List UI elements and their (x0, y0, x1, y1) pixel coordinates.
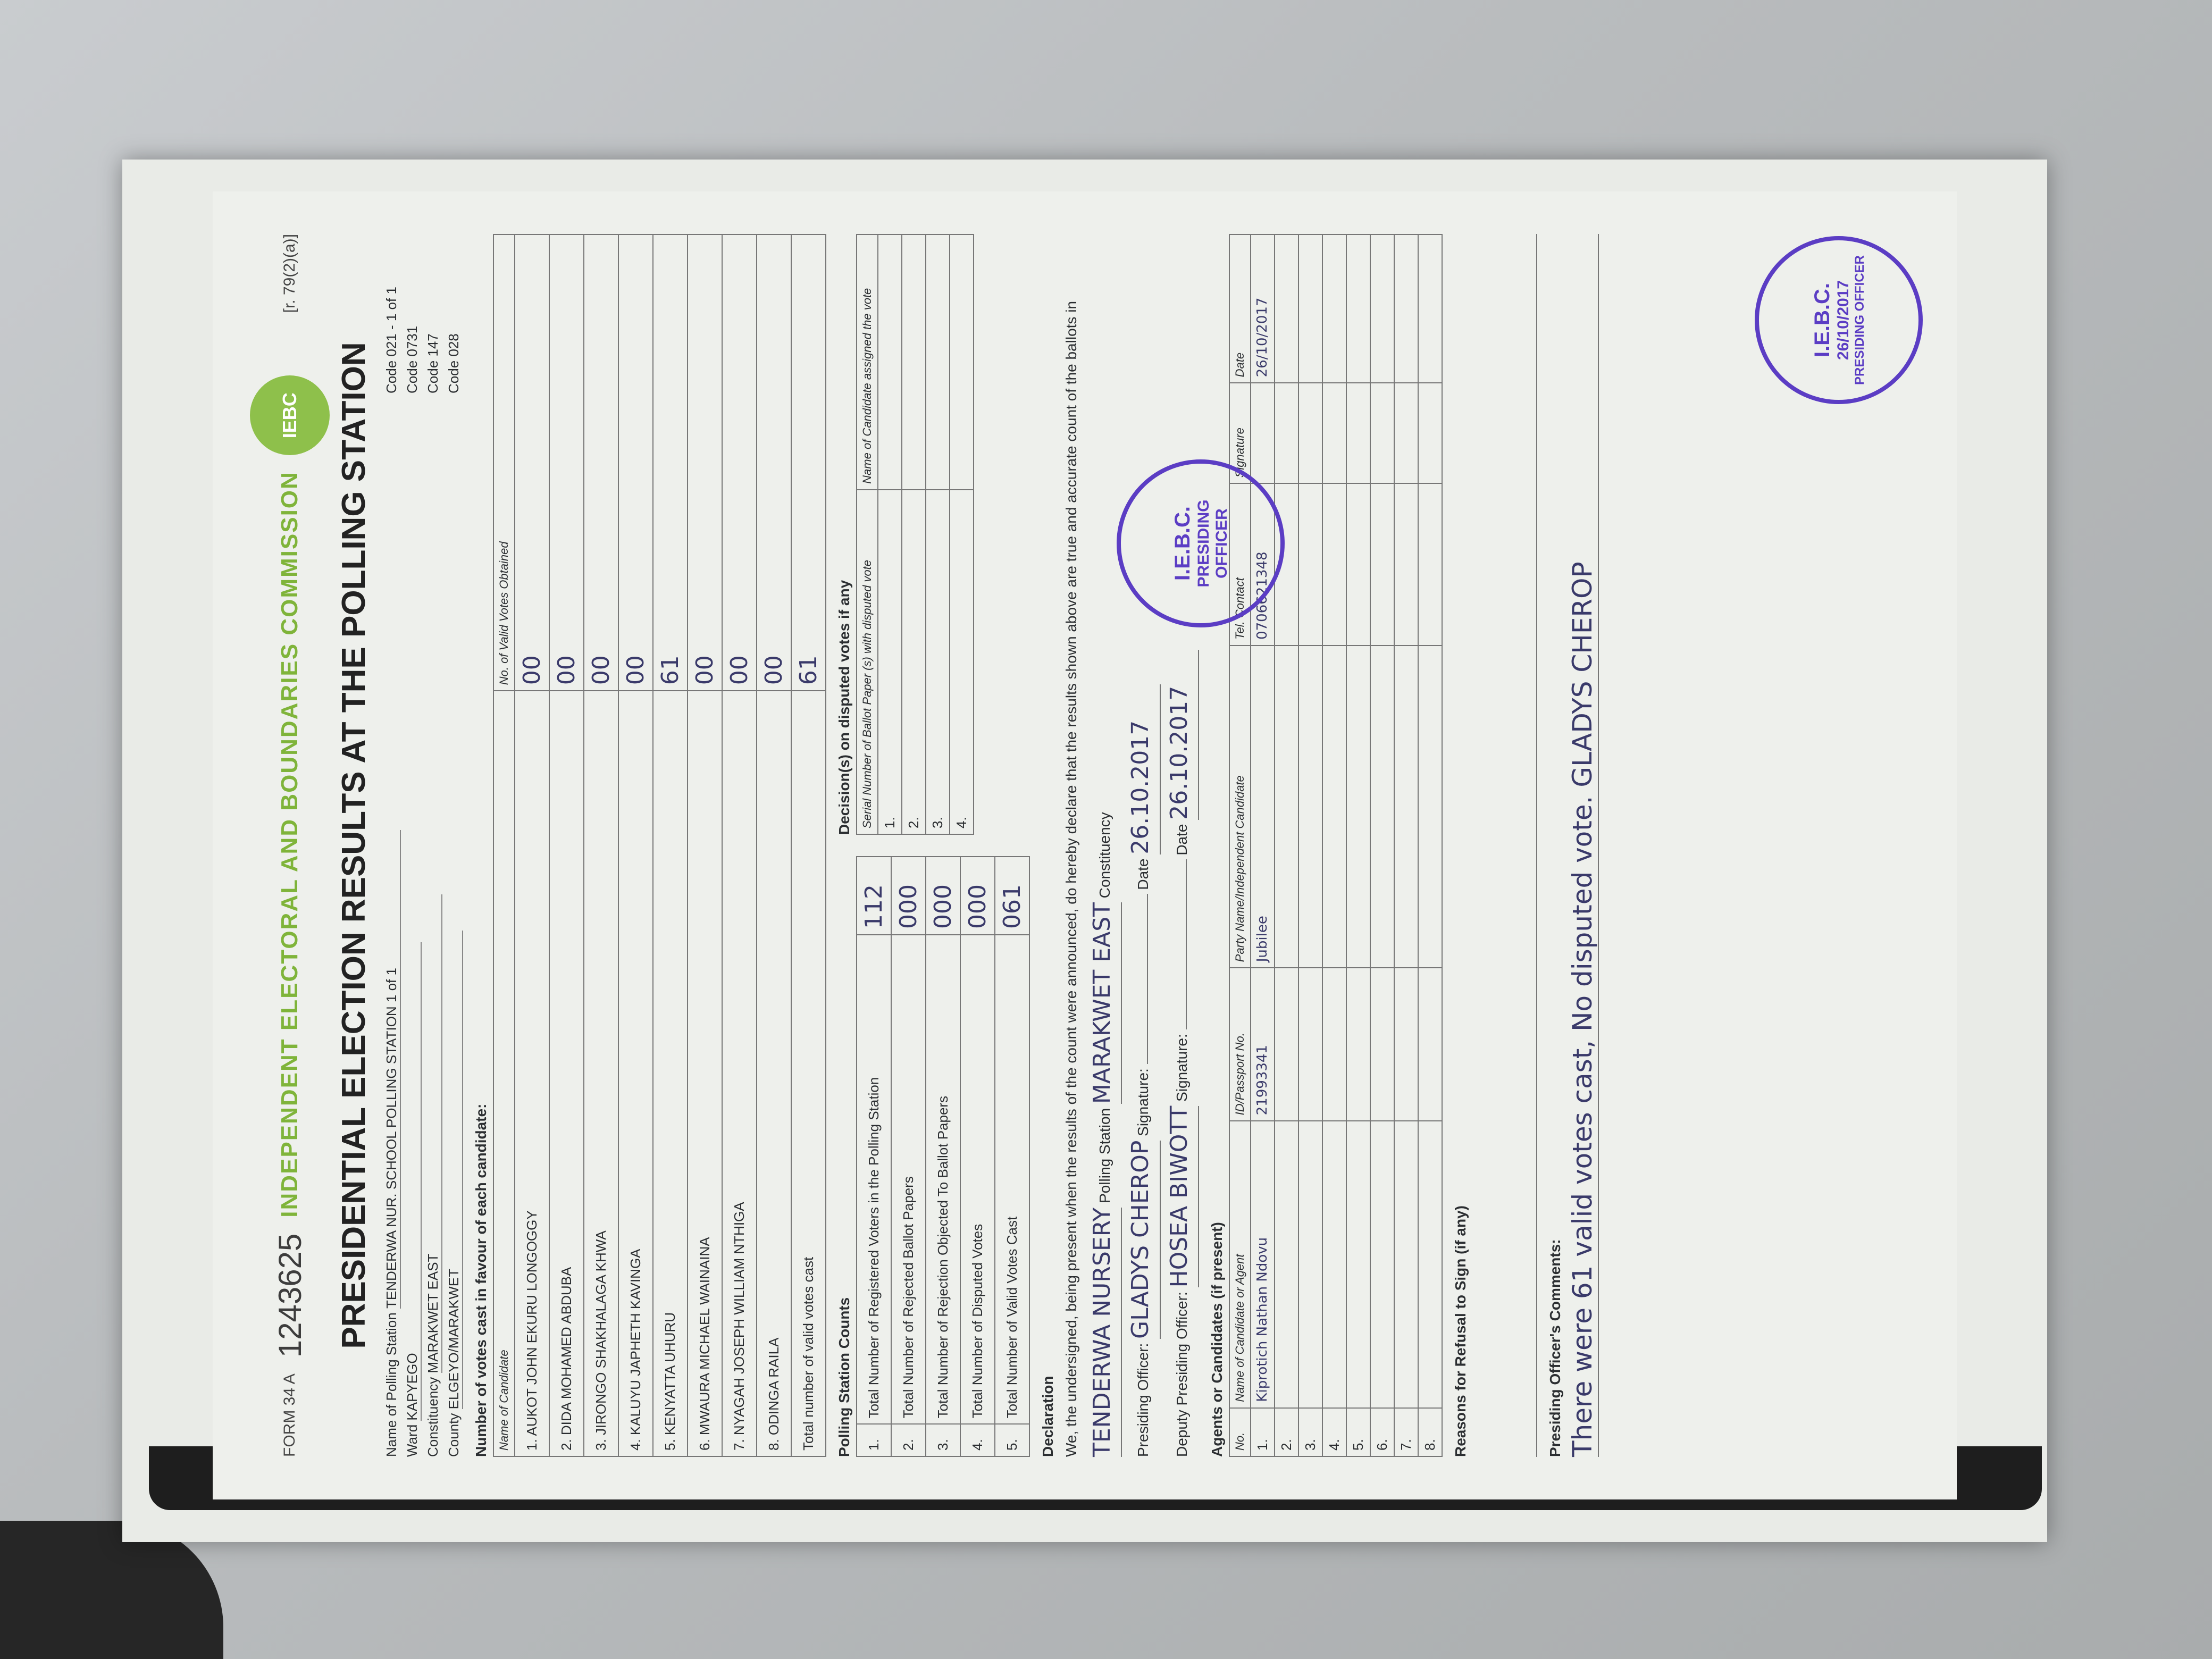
total-votes: 61 (791, 234, 826, 691)
disputed-no: 2. (902, 490, 926, 834)
candidate-name: 2. DIDA MOHAMED ABDUBA (549, 691, 584, 1456)
comments-text (1567, 234, 1599, 1457)
declaration-heading: Declaration (1040, 1376, 1056, 1457)
candidate-votes: 61 (653, 234, 688, 691)
comments-signature: GLADYS CHEROP (1566, 562, 1598, 787)
dpo-date: 26.10.2017 (1161, 650, 1199, 820)
count-no: 4. (960, 1424, 995, 1456)
decl-constituency: MARAKWET EAST (1084, 902, 1122, 1104)
decl-const-label: Constituency (1096, 812, 1113, 899)
form-id: FORM 34 A (281, 1373, 298, 1457)
table-row: 4. (1322, 234, 1346, 1456)
count-label: Total Number of Rejected Ballot Papers (891, 935, 926, 1424)
table-row (618, 234, 653, 1456)
po-name: GLADYS CHEROP (1122, 1141, 1160, 1339)
refusal-heading: Reasons for Refusal to Sign (if any) (1452, 1205, 1469, 1457)
table-row (926, 234, 950, 834)
candidates-table (493, 234, 826, 1457)
candidate-votes: 00 (515, 234, 549, 691)
count-label: Total Number of Registered Voters in the Polling Station (857, 935, 891, 1424)
dpo-date-label: Date (1173, 824, 1190, 856)
dpo-name: HOSEA BIWOTT (1161, 1106, 1199, 1288)
table-row (926, 857, 960, 1456)
candidate-name: 3. JIRONGO SHAKHALAGA KHWA (584, 691, 618, 1456)
count-no: 2. (891, 1424, 926, 1456)
iebc-stamp: I.E.B.C. PRESIDING OFFICER (1117, 459, 1285, 627)
count-value: 061 (995, 857, 1029, 935)
county-code: Code 028 (446, 333, 462, 393)
table-row: 7. (1394, 234, 1418, 1456)
decl-station: TENDERWA NURSERY (1084, 1208, 1122, 1457)
table-row (515, 234, 549, 1456)
table-row: 5. (1346, 234, 1370, 1456)
candidate-votes: 00 (757, 234, 791, 691)
total-label: Total number of valid votes cast (791, 691, 826, 1456)
count-label: Total Number of Rejection Objected To Ballot Papers (926, 935, 960, 1424)
candidate-votes: 00 (549, 234, 584, 691)
declaration (1060, 234, 1199, 1457)
iebc-date-stamp: I.E.B.C. 26/10/2017 PRESIDING OFFICER (1755, 236, 1923, 404)
county-value: ELGEYO/MARAKWET (446, 931, 463, 1409)
table-row (653, 234, 688, 1456)
iebc-logo-icon: IEBC (250, 375, 330, 455)
ward-code: Code 0731 (404, 325, 420, 393)
counts-section (826, 234, 1030, 1457)
count-no: 1. (857, 1424, 891, 1456)
county-label: County (446, 1413, 462, 1457)
ward-label: Ward (404, 1424, 420, 1457)
candidate-votes: 00 (618, 234, 653, 691)
col-id: ID/Passport No. (1229, 968, 1251, 1121)
po-comments: There were 61 valid votes cast, No disputed vote. (1566, 795, 1598, 1457)
col-candidate: Name of Candidate (493, 691, 515, 1456)
table-row: 3. (1298, 234, 1322, 1456)
declaration-text: We, the undersigned, being present when the results of the count were announced, do hereby declare that the results shown above are true and accurate count of the ballots in (1063, 301, 1079, 1457)
col-votes: No. of Valid Votes Obtained (493, 234, 515, 691)
count-value: 112 (857, 857, 891, 935)
count-value: 000 (891, 857, 926, 935)
count-no: 5. (995, 1424, 1029, 1456)
candidate-name: 1. AUKOT JOHN EKURU LONGOGGY (515, 691, 549, 1456)
form-header (250, 234, 330, 1457)
dpo-label: Deputy Presiding Officer: (1173, 1292, 1190, 1457)
col-agent-name: Name of Candidate or Agent (1229, 1121, 1251, 1407)
table-row (857, 857, 891, 1456)
agents-table (1229, 234, 1443, 1457)
form-reference: [r. 79(2)(a)] (281, 234, 298, 313)
candidate-votes: 00 (688, 234, 722, 691)
decl-ps-label: Polling Station (1096, 1108, 1113, 1203)
station-label: Name of Polling Station (383, 1312, 399, 1457)
disputed-no: 1. (878, 490, 902, 834)
refusal-field (1472, 234, 1537, 1457)
station-value: TENDERWA NUR. SCHOOL POLLING STATION 1 of 1 (383, 830, 401, 1309)
count-value: 000 (926, 857, 960, 935)
page-title: PRESIDENTIAL ELECTION RESULTS AT THE POLLING STATION (336, 342, 372, 1349)
table-row: 1. Kiprotich Nathan Ndovu 21993341 Jubilee 0706621348 26/10/2017 (1251, 234, 1275, 1456)
candidate-name: 6. MWAURA MICHAEL WAINAINA (688, 691, 722, 1456)
count-label: Total Number of Valid Votes Cast (995, 935, 1029, 1424)
col-assigned: Name of Candidate assigned the vote (857, 234, 878, 490)
candidate-name: 4. KALUYU JAPHETH KAVINGA (618, 691, 653, 1456)
po-sig-label: Signature: (1135, 1068, 1152, 1136)
form-34a (213, 191, 1957, 1499)
station-code: Code 021 - 1 of 1 (383, 287, 399, 393)
col-date: Date (1229, 234, 1251, 383)
col-signature: Signature (1229, 383, 1251, 483)
table-row (584, 234, 618, 1456)
po-label: Presiding Officer: (1135, 1343, 1152, 1457)
count-label: Total Number of Disputed Votes (960, 935, 995, 1424)
table-row (722, 234, 757, 1456)
candidate-name: 7. NYAGAH JOSEPH WILLIAM NTHIGA (722, 691, 757, 1456)
candidate-name: 8. ODINGA RAILA (757, 691, 791, 1456)
count-value: 000 (960, 857, 995, 935)
disputed-no: 3. (926, 490, 950, 834)
table-row (891, 857, 926, 1456)
candidate-votes: 00 (584, 234, 618, 691)
candidate-name: 5. KENYATTA UHURU (653, 691, 688, 1456)
col-no: No. (1229, 1408, 1251, 1456)
count-no: 3. (926, 1424, 960, 1456)
table-row: 2. (1275, 234, 1298, 1456)
candidates-heading: Number of votes cast in favour of each candidate: (473, 1103, 489, 1457)
table-row (757, 234, 791, 1456)
dpo-sig-label: Signature: (1173, 1034, 1190, 1102)
table-row: 8. (1418, 234, 1442, 1456)
table-row (950, 234, 974, 834)
table-row (688, 234, 722, 1456)
col-tel: Tel. Contact (1229, 483, 1251, 646)
constituency-code: Code 147 (425, 333, 441, 393)
counts-heading: Polling Station Counts (836, 1297, 852, 1457)
constituency-value: MARAKWET EAST (425, 894, 442, 1373)
table-row: 6. (1370, 234, 1394, 1456)
total-row (791, 234, 826, 1456)
po-date: 26.10.2017 (1122, 684, 1160, 854)
comments-heading: Presiding Officer's Comments: (1546, 1239, 1563, 1457)
po-date-label: Date (1135, 858, 1152, 890)
table-row (878, 234, 902, 834)
disputed-no: 4. (950, 490, 974, 834)
col-party: Party Name/Independent Candidate (1229, 646, 1251, 968)
counts-table (856, 856, 1030, 1457)
table-row (960, 857, 995, 1456)
commission-name: INDEPENDENT ELECTORAL AND BOUNDARIES COMMISSION (276, 471, 303, 1218)
table-row (549, 234, 584, 1456)
disputed-heading: Decision(s) on disputed votes if any (836, 580, 852, 835)
serial-number: 1243625 (272, 1233, 308, 1358)
table-row (902, 234, 926, 834)
station-details (383, 234, 463, 1457)
candidate-votes: 00 (722, 234, 757, 691)
agents-heading: Agents or Candidates (if present) (1208, 1222, 1225, 1457)
disputed-table (856, 234, 974, 835)
constituency-label: Constituency (425, 1377, 441, 1457)
ward-value: KAPYEGO (404, 942, 422, 1421)
col-serial: Serial Number of Ballot Paper (s) with disputed vote (857, 490, 878, 834)
table-row (995, 857, 1029, 1456)
